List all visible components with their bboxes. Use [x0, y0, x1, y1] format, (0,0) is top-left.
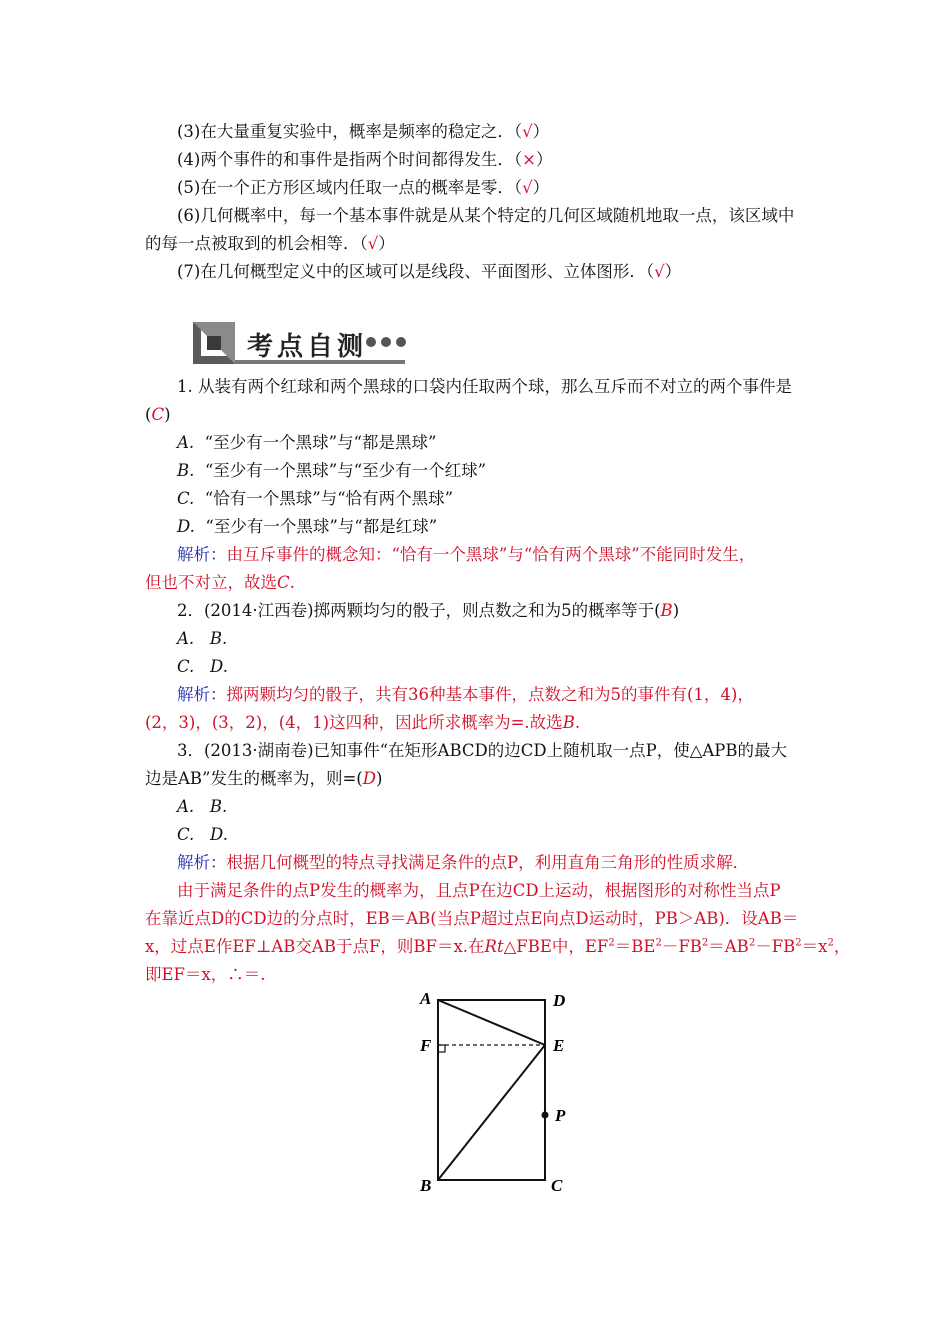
- point-p: [542, 1112, 549, 1119]
- q3-body-3: [145, 936, 851, 958]
- superscript: 2: [827, 937, 834, 949]
- option-letter: C.: [177, 825, 195, 844]
- q2-answer: B: [660, 601, 673, 620]
- q3-stem-cont: [145, 768, 815, 790]
- option-letter: D.: [210, 657, 228, 676]
- q2-options-cd: [177, 656, 847, 678]
- q1-analysis-cont: [145, 572, 815, 594]
- check-mark: √: [522, 122, 533, 141]
- q3-stem-text: 边是AB”发生的概率为，则=(: [145, 769, 363, 788]
- paren-close: ）: [532, 122, 550, 141]
- judgment-6-cont: [145, 233, 815, 255]
- cross-mark: ×: [522, 150, 536, 169]
- q1-answer: C: [151, 405, 165, 424]
- label-f: F: [420, 1036, 432, 1055]
- q2-analysis-cont: [145, 712, 815, 734]
- judgment-text: (4)两个事件的和事件是指两个时间都得发生．（: [177, 150, 523, 169]
- paren-close: ): [672, 601, 680, 620]
- analysis-text: 掷两颗均匀的骰子，共有36种基本事件，点数之和为5的事件有(1，4)，: [226, 685, 754, 704]
- analysis-text: －FB: [661, 937, 702, 956]
- option-letter: B.: [209, 797, 228, 816]
- option-letter: D.: [210, 825, 228, 844]
- q2-stem-text: 2．(2014·江西卷)掷两颗均匀的骰子，则点数之和为5的概率等于(: [177, 601, 661, 620]
- q1-option-a: [177, 432, 847, 454]
- judgment-3: [177, 121, 847, 143]
- superscript: 2: [608, 937, 615, 949]
- option-letter: C.: [177, 657, 195, 676]
- analysis-text: 由互斥事件的概念知：“恰有一个黑球”与“恰有两个黑球”不能同时发生，: [226, 545, 756, 564]
- q3-body-1: [177, 880, 847, 902]
- rectangle-abcd: [438, 1000, 545, 1180]
- option-letter: A.: [177, 629, 195, 648]
- analysis-text: ＝BE: [614, 937, 656, 956]
- section-title: 考点自测: [247, 332, 368, 362]
- option-letter: A.: [177, 797, 195, 816]
- analysis-text: x，过点E作EF⊥AB交AB于点F，则BF＝x.在: [145, 937, 485, 956]
- analysis-label: 解析：: [177, 853, 227, 872]
- q1-option-b: [177, 460, 847, 482]
- paren-close: ）: [532, 178, 550, 197]
- q3-options-cd: [177, 824, 847, 846]
- section-banner: [193, 320, 413, 370]
- q2-options-ab: [177, 628, 847, 650]
- analysis-text: (2，3)，(3，2)，(4，1)这四种，因此所求概率为=.故选: [145, 713, 563, 732]
- superscript: 2: [701, 937, 709, 949]
- analysis-text: △FBE中，EF: [503, 937, 609, 956]
- superscript: 2: [655, 937, 662, 949]
- period: .: [574, 713, 581, 732]
- q1-analysis: [177, 544, 847, 566]
- superscript: 2: [795, 937, 802, 949]
- rectangle-figure: [410, 988, 580, 1198]
- option-letter: A.: [177, 433, 195, 452]
- analysis-text: ＝AB: [708, 937, 749, 956]
- analysis-text: ，: [833, 937, 851, 956]
- q1-stem: [177, 376, 847, 398]
- analysis-text: 在靠近点D的CD边的分点时，EB＝AB(当点P超过点E向点D运动时，PB＞AB)．设AB＝: [145, 909, 799, 928]
- judgment-text: (3)在大量重复实验中，概率是频率的稳定之．（: [177, 122, 523, 141]
- analysis-text: 由于满足条件的点P发生的概率为，且点P在边CD上运动，根据图形的对称性当点P: [177, 881, 781, 900]
- q1-stem-text: 1. 从装有两个红球和两个黑球的口袋内任取两个球，那么互斥而不对立的两个事件是: [177, 377, 792, 396]
- label-a: A: [420, 989, 432, 1008]
- q3-analysis: [177, 852, 847, 874]
- q1-option-d: [177, 516, 847, 538]
- paren-close: ）: [664, 262, 682, 281]
- option-text: “至少有一个黑球”与“都是黑球”: [204, 433, 437, 452]
- label-c: C: [551, 1176, 563, 1195]
- analysis-answer: B: [562, 713, 575, 732]
- judgment-text: (6)几何概率中，每一个基本事件就是从某个特定的几何区域随机地取一点，该区域中: [177, 206, 795, 225]
- paren-close: ）: [535, 150, 553, 169]
- right-angle-mark: [438, 1045, 445, 1052]
- analysis-label: 解析：: [177, 545, 227, 564]
- option-letter: D.: [177, 517, 195, 536]
- label-e: E: [553, 1036, 565, 1055]
- check-mark: √: [367, 234, 379, 253]
- paren-open: (: [145, 405, 152, 424]
- q3-body-2: [145, 908, 815, 930]
- option-letter: C.: [177, 489, 195, 508]
- analysis-text: ＝x: [801, 937, 828, 956]
- analysis-label: 解析：: [177, 685, 227, 704]
- check-mark: √: [654, 262, 665, 281]
- segment-ae: [438, 1000, 545, 1045]
- option-text: “至少有一个黑球”与“都是红球”: [205, 517, 438, 536]
- analysis-text: 即EF＝x，∴＝.: [145, 965, 266, 984]
- figure-svg: [410, 988, 580, 1198]
- judgment-text: (5)在一个正方形区域内任取一点的概率是零．（: [177, 178, 523, 197]
- period: .: [289, 573, 295, 592]
- paren-close: ）: [378, 234, 395, 253]
- q3-answer: D: [362, 769, 376, 788]
- judgment-5: [177, 177, 847, 199]
- paren-close: ): [375, 769, 383, 788]
- judgment-text: (7)在几何概型定义中的区域可以是线段、平面图形、立体图形．（: [177, 262, 655, 281]
- q2-analysis: [177, 684, 847, 706]
- rt-label: Rt: [484, 937, 504, 956]
- judgment-text: 的每一点被取到的机会相等．（: [145, 234, 368, 253]
- option-letter: B.: [209, 629, 228, 648]
- q3-stem-text: 3．(2013·湖南卷)已知事件“在矩形ABCD的边CD上随机取一点P，使△APB的最大: [177, 741, 788, 760]
- segment-be: [438, 1045, 545, 1180]
- q1-option-c: [177, 488, 847, 510]
- option-text: “至少有一个黑球”与“至少有一个红球”: [204, 461, 487, 480]
- judgment-6: [177, 205, 847, 227]
- option-letter: B.: [177, 461, 195, 480]
- analysis-text: 但也不对立，故选: [145, 573, 277, 592]
- label-d: D: [553, 991, 566, 1010]
- label-p: P: [555, 1106, 566, 1125]
- q1-stem-cont: [145, 404, 815, 426]
- judgment-4: [177, 149, 847, 171]
- judgment-7: [177, 261, 847, 283]
- q3-body-4: [145, 964, 815, 986]
- analysis-answer: C: [277, 573, 290, 592]
- paren-close: ): [164, 405, 171, 424]
- q3-options-ab: [177, 796, 847, 818]
- superscript: 2: [748, 937, 756, 949]
- analysis-text: －FB: [755, 937, 796, 956]
- q2-stem: [177, 600, 847, 622]
- check-mark: √: [522, 178, 533, 197]
- option-text: “恰有一个黑球”与“恰有两个黑球”: [204, 489, 454, 508]
- q3-stem: [177, 740, 847, 762]
- analysis-text: 根据几何概型的特点寻找满足条件的点P，利用直角三角形的性质求解．: [226, 853, 750, 872]
- label-b: B: [420, 1176, 432, 1195]
